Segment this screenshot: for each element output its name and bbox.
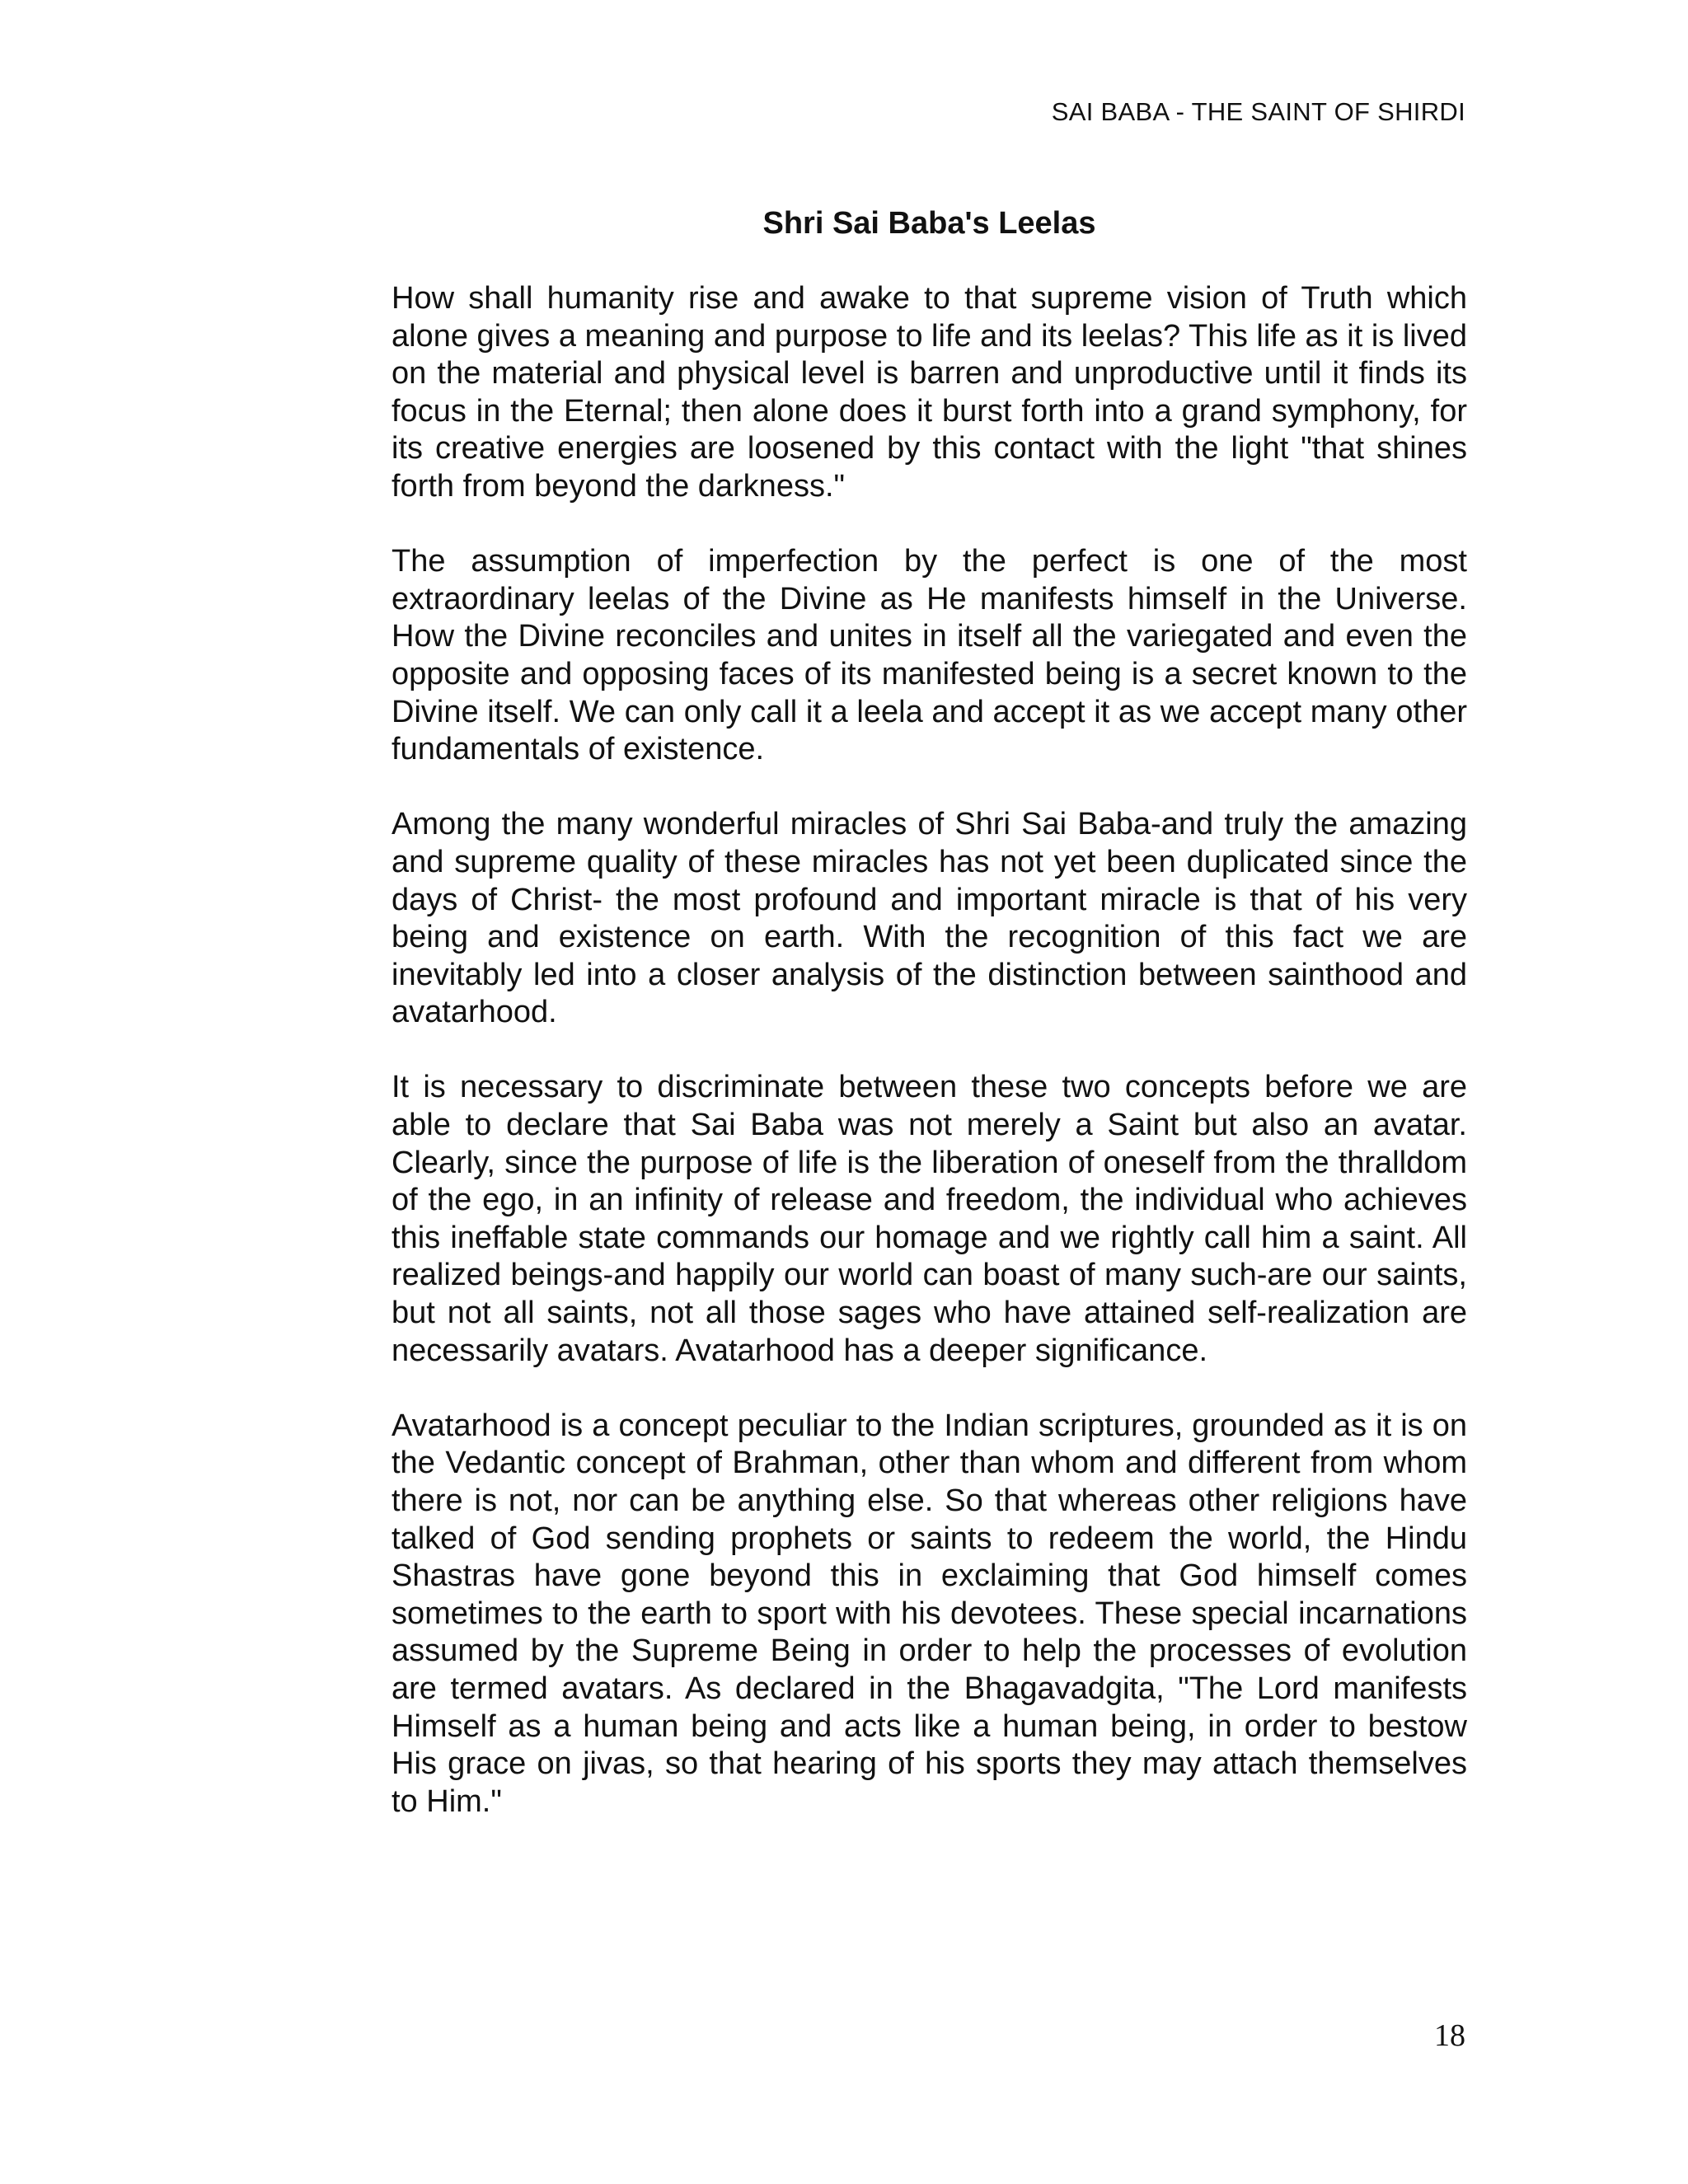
section-title: Shri Sai Baba's Leelas xyxy=(762,206,1096,241)
running-header: SAI BABA - THE SAINT OF SHIRDI xyxy=(1051,97,1465,126)
page-number: 18 xyxy=(1434,2018,1465,2053)
paragraph-3: Among the many wonderful miracles of Shri Sai Baba-and truly the amazing and supreme quality of these miracles has not yet been duplicated since the days of Christ- the most profound and important miracle is that of his very being and existence on earth. With the recognition of this fact we are inevitably led into a closer analysis of the distinction between sainthood and avatarhood. xyxy=(392,807,1467,1030)
paragraph-1: How shall humanity rise and awake to that supreme vision of Truth which alone gives a meaning and purpose to life and its leelas? This life as it is lived on the material and physical level is barren and unproductive until it finds its focus in the Eternal; then alone does it burst forth into a grand symphony, for its creative energies are loosened by this contact with the light "that shines forth from beyond the darkness." xyxy=(392,281,1467,504)
paragraph-4: It is necessary to discriminate between these two concepts before we are able to declare that Sai Baba was not merely a Saint but also an avatar. Clearly, since the purpose of life is the liberation of oneself from the thralldom of the ego, in an infinity of release and freedom, the individual who achieves this ineffable state commands our homage and we rightly call him a saint. All realized beings-and happily our world can boast of many such-are our saints, but not all saints, not all those sages who have attained self-realization are necessarily avatars. Avatarhood has a deeper significance. xyxy=(392,1070,1467,1368)
paragraph-2: The assumption of imperfection by the perfect is one of the most extraordinary leelas of the Divine as He manifests himself in the Universe. How the Divine reconciles and unites in itself all the variegated and even the opposite and opposing faces of its manifested being is a secret known to the Divine itself. We can only call it a leela and accept it as we accept many other fundamentals of existence. xyxy=(392,544,1467,767)
page-content xyxy=(392,204,1467,1858)
paragraph-5: Avatarhood is a concept peculiar to the Indian scriptures, grounded as it is on the Vedantic concept of Brahman, other than whom and different from whom there is not, nor can be anything else. So that whereas other religions have talked of God sending prophets or saints to redeem the world, the Hindu Shastras have gone beyond this in exclaiming that God himself comes sometimes to the earth to sport with his devotees. These special incarnations assumed by the Supreme Being in order to help the processes of evolution are termed avatars. As declared in the Bhagavadgita, "The Lord manifests Himself as a human being and acts like a human being, in order to bestow His grace on jivas, so that hearing of his sports they may attach themselves to Him." xyxy=(392,1408,1467,1819)
